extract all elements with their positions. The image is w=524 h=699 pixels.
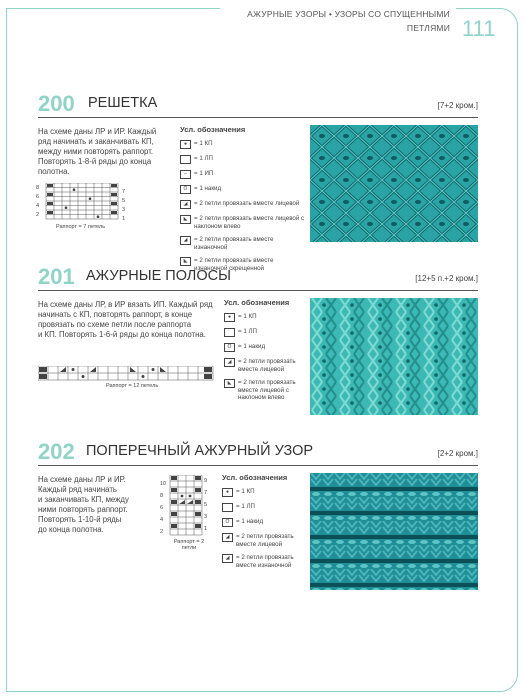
text-line: Повторять 1-8-й ряды до конца bbox=[38, 157, 152, 166]
text-line: 7 bbox=[122, 189, 126, 195]
p2tog-icon: ◢ bbox=[222, 554, 233, 563]
text-line: 4 bbox=[160, 517, 164, 523]
knit-texture bbox=[310, 473, 478, 590]
text-line: 3 bbox=[204, 514, 208, 520]
pattern-description bbox=[38, 300, 213, 340]
text-line: = 1 ИП bbox=[194, 170, 214, 177]
pattern-description bbox=[38, 475, 129, 535]
knitted-sample-photo bbox=[310, 125, 478, 242]
knitted-sample-photo bbox=[310, 298, 478, 415]
knit-stitch-icon bbox=[224, 328, 235, 337]
text-line: 9 bbox=[204, 478, 208, 484]
text-line: = 2 петли провязать вместе изнаночной bbox=[236, 554, 294, 569]
row-numbers-right bbox=[204, 475, 207, 535]
text-line: полотна. bbox=[38, 167, 70, 176]
text-line: 7 bbox=[204, 490, 208, 496]
pattern-title: ПОПЕРЕЧНЫЙ АЖУРНЫЙ УЗОР bbox=[86, 443, 314, 459]
text-line: = 1 КП bbox=[194, 140, 213, 147]
chart-grid bbox=[38, 366, 218, 382]
text-line: 10 bbox=[160, 481, 167, 487]
legend-title: Усл. обозначения bbox=[222, 473, 288, 482]
pattern-202 bbox=[38, 439, 478, 603]
text-line: 6 bbox=[160, 505, 164, 511]
legend-title: Усл. обозначения bbox=[224, 298, 290, 307]
pattern-200 bbox=[36, 91, 478, 272]
chart-grid bbox=[38, 183, 128, 223]
text-line: 3 bbox=[122, 207, 126, 213]
knitted-sample-photo bbox=[310, 473, 478, 590]
edge-stitch-icon: ● bbox=[222, 488, 233, 497]
text-line: = 2 петли провязать вместе изнаночной bbox=[194, 236, 274, 251]
purl-stitch-icon: – bbox=[180, 170, 191, 179]
text-line: = 2 петли провязать вместе изнаночной скрещенной bbox=[194, 257, 274, 272]
edge-stitch-icon: ● bbox=[180, 140, 191, 149]
yarn-over-icon: O bbox=[224, 343, 235, 352]
p2tog-icon: ◢ bbox=[180, 236, 191, 245]
text-line: 8 bbox=[36, 185, 40, 191]
chart-grid bbox=[166, 475, 206, 537]
text-line: = 1 ЛП bbox=[238, 328, 258, 335]
knitting-chart bbox=[160, 475, 208, 551]
text-line: 2 bbox=[36, 212, 40, 218]
legend bbox=[224, 298, 310, 408]
knit-texture bbox=[310, 298, 478, 415]
text-line: между ними повторять раппорт. bbox=[38, 147, 154, 156]
pattern-number: 201 bbox=[38, 264, 75, 289]
running-title: АЖУРНЫЕ УЗОРЫ • УЗОРЫ СО СПУЩЕННЫМИ ПЕТЛЯМИ bbox=[220, 7, 456, 21]
chart-caption: Раппорт = 7 петель bbox=[56, 224, 106, 230]
text-line: 5 bbox=[122, 198, 126, 204]
chart-caption: Раппорт = 12 петель bbox=[106, 383, 159, 389]
knitting-chart bbox=[38, 183, 128, 228]
text-line: = 2 петли провязать вместе лицевой с наклоном влево bbox=[194, 215, 305, 230]
row-numbers-left bbox=[160, 478, 166, 538]
ssk-icon: ◣ bbox=[224, 379, 235, 388]
text-line: Каждый ряд начинать bbox=[38, 485, 117, 494]
text-line: На схеме даны ЛР, в ИР вязать ИП. Каждый ряд bbox=[38, 300, 213, 309]
pattern-number: 200 bbox=[38, 91, 75, 116]
pattern-description bbox=[38, 127, 156, 177]
text-line: = 1 накид bbox=[194, 185, 222, 192]
pattern-repeat: [7+2 кром.] bbox=[437, 101, 478, 110]
text-line: ряд начинать и заканчивать КП, bbox=[38, 137, 154, 146]
pattern-number: 202 bbox=[38, 439, 75, 464]
legend-title: Усл. обозначения bbox=[180, 125, 246, 134]
text-line: 5 bbox=[204, 502, 208, 508]
text-line: На схеме даны ЛР и ИР. Каждый bbox=[38, 127, 157, 136]
row-numbers-left bbox=[36, 184, 39, 220]
section-header bbox=[38, 439, 478, 466]
legend bbox=[222, 473, 308, 575]
text-line: = 1 КП bbox=[236, 488, 255, 495]
text-line: и заканчивать КП, между bbox=[38, 495, 129, 504]
text-line: 8 bbox=[160, 493, 164, 499]
text-line: провязать по схеме петли после раппорта bbox=[38, 320, 192, 329]
knit-stitch-icon bbox=[222, 503, 233, 512]
knit-texture bbox=[310, 125, 478, 242]
text-line: ними повторять раппорт. bbox=[38, 505, 128, 514]
pattern-repeat: [2+2 кром.] bbox=[437, 449, 478, 458]
text-line: Повторять 1-10-й ряды bbox=[38, 515, 122, 524]
text-line: = 1 КП bbox=[238, 313, 257, 320]
text-line: 4 bbox=[36, 203, 40, 209]
text-line: = 1 накид bbox=[238, 343, 266, 350]
page-number: 111 bbox=[462, 16, 496, 41]
ssk-icon: ◣ bbox=[180, 215, 191, 224]
legend bbox=[180, 125, 308, 278]
row-numbers-right bbox=[122, 188, 125, 224]
text-line: начинать с КП, повторять раппорт, в конце bbox=[38, 310, 193, 319]
text-line: и КП. Повторять 1-6-й ряды до конца полотна. bbox=[38, 330, 206, 339]
knitting-chart bbox=[38, 366, 218, 387]
chart-caption: Раппорт = 2 петли bbox=[173, 539, 205, 551]
knit-stitch-icon bbox=[180, 155, 191, 164]
text-line: = 2 петли провязать вместе лицевой с наклоном влево bbox=[238, 379, 296, 401]
text-line: до конца полотна. bbox=[38, 525, 104, 534]
k2tog-icon: ◢ bbox=[180, 200, 191, 209]
text-line: = 2 петли провязать вместе лицевой bbox=[194, 200, 300, 207]
pattern-title: АЖУРНЫЕ ПОЛОСЫ bbox=[86, 268, 231, 284]
pattern-repeat: [12+5 п.+2 кром.] bbox=[415, 274, 478, 283]
text-line: = 2 петли провязать вместе лицевой bbox=[238, 358, 296, 373]
p2tog-tbl-icon: ◣ bbox=[180, 257, 191, 266]
text-line: = 1 ЛП bbox=[236, 503, 256, 510]
k2tog-icon: ◢ bbox=[224, 358, 235, 367]
text-line: 1 bbox=[122, 216, 126, 222]
text-line: 1 bbox=[204, 526, 208, 532]
yarn-over-icon: O bbox=[222, 518, 233, 527]
section-header bbox=[38, 91, 478, 118]
text-line: = 2 петли провязать вместе лицевой bbox=[236, 533, 294, 548]
edge-stitch-icon: ● bbox=[224, 313, 235, 322]
text-line: = 1 накид bbox=[236, 518, 264, 525]
text-line: = 1 ЛП bbox=[194, 155, 214, 162]
yarn-over-icon: O bbox=[180, 185, 191, 194]
text-line: 6 bbox=[36, 194, 40, 200]
k2tog-icon: ◢ bbox=[222, 533, 233, 542]
text-line: 2 bbox=[160, 529, 164, 535]
text-line: На схеме даны ЛР и ИР. bbox=[38, 475, 126, 484]
pattern-title: РЕШЕТКА bbox=[88, 95, 158, 111]
